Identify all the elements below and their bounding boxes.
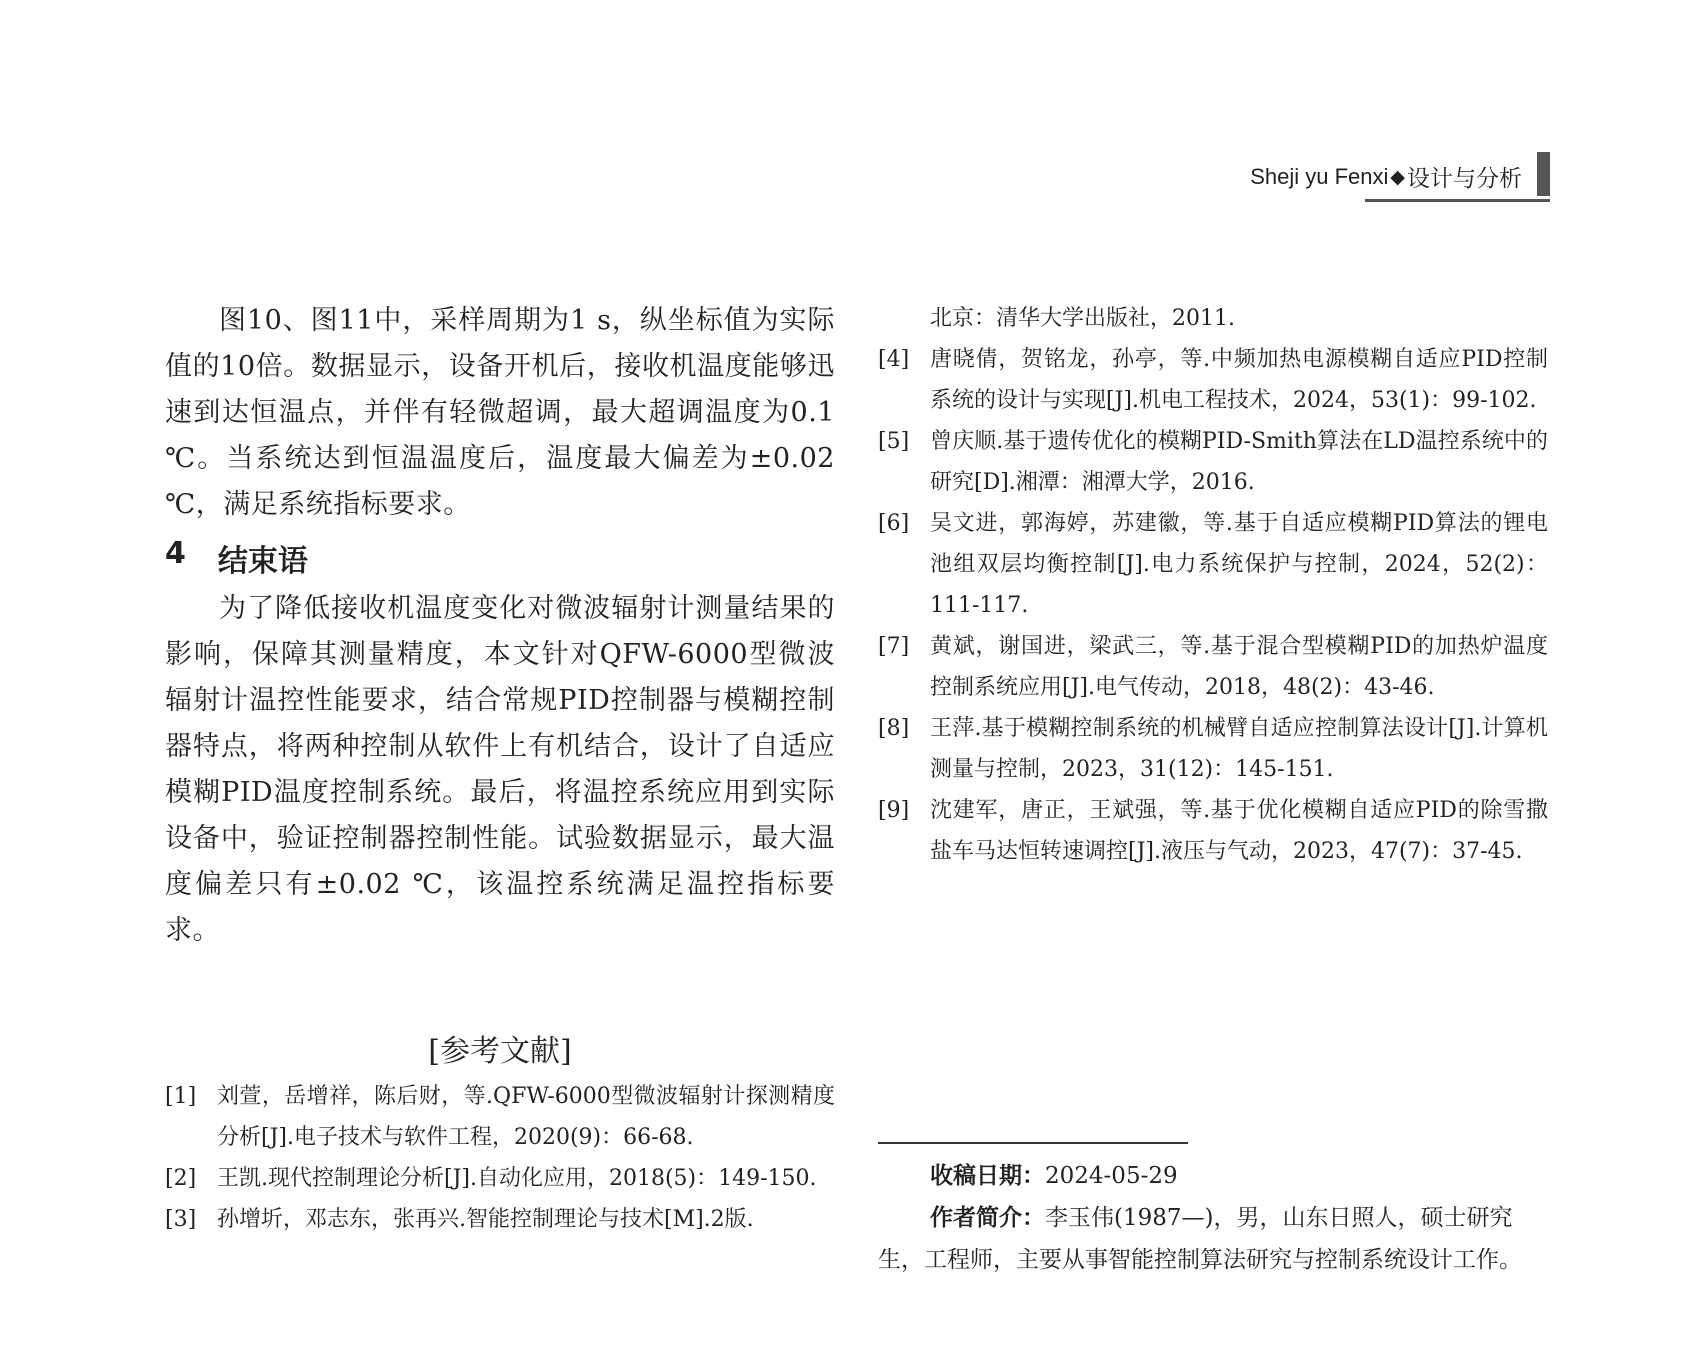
reference-item — [878, 790, 1548, 872]
section-title: 结束语 — [217, 544, 308, 579]
reference-text: 刘萱，岳增祥，陈后财，等.QFW-6000型微波辐射计探测精度分析[J].电子技术与软件工程，2020(9)：66-68. — [217, 1084, 835, 1150]
author-bio-text: 李玉伟(1987—)，男，山东日照人，硕士研究生，工程师，主要从事智能控制算法研究与控制系统设计工作。 — [878, 1205, 1522, 1273]
references-heading: [参考文献] — [428, 1034, 572, 1069]
reference-number: [7] — [878, 634, 910, 659]
right-column — [878, 298, 1548, 872]
reference-item — [165, 1158, 835, 1199]
reference-continuation: 北京：清华大学出版社，2011. — [930, 306, 1235, 331]
reference-text: 孙增圻，邓志东，张再兴.智能控制理论与技术[M].2版. — [217, 1207, 754, 1232]
reference-text: 唐晓倩，贺铭龙，孙亭，等.中频加热电源模糊自适应PID控制系统的设计与实现[J].机电工程技术，2024，53(1)：99-102. — [930, 347, 1548, 413]
reference-number: [3] — [165, 1207, 197, 1232]
reference-item — [878, 708, 1548, 790]
received-date-line — [878, 1155, 1548, 1197]
running-header — [1190, 152, 1550, 202]
reference-item — [878, 503, 1548, 626]
header-underline — [1365, 199, 1550, 202]
footnote-divider — [878, 1142, 1188, 1144]
reference-item — [878, 626, 1548, 708]
header-pinyin: Sheji yu Fenxi — [1250, 163, 1389, 189]
author-bio-line — [878, 1197, 1548, 1281]
reference-number: [9] — [878, 798, 910, 823]
reference-text: 王凯.现代控制理论分析[J].自动化应用，2018(5)：149-150. — [217, 1166, 817, 1191]
reference-text: 吴文进，郭海婷，苏建徽，等.基于自适应模糊PID算法的锂电池组双层均衡控制[J].电力系统保护与控制，2024，52(2)：111-117. — [930, 511, 1548, 618]
reference-number: [8] — [878, 716, 910, 741]
header-section-title: 设计与分析 — [1407, 166, 1522, 192]
body-paragraph-2: 为了降低接收机温度变化对微波辐射计测量结果的影响，保障其测量精度，本文针对QFW-6000型微波辐射计温控性能要求，结合常规PID控制器与模糊控制器特点，将两种控制从软件上有机结合，设计了自适应模糊PID温度控制系统。最后，将温控系统应用到实际设备中，验证控制器控制性能。试验数据显示，最大温度偏差只有±0.02 ℃，该温控系统满足温控指标要求。 — [165, 593, 835, 946]
reference-text: 沈建军，唐正，王斌强，等.基于优化模糊自适应PID的除雪撒盐车马达恒转速调控[J].液压与气动，2023，47(7)：37-45. — [930, 798, 1548, 864]
reference-number: [2] — [165, 1166, 197, 1191]
diamond-icon: ◆ — [1390, 165, 1405, 188]
running-header-text — [1250, 160, 1522, 193]
reference-number: [5] — [878, 429, 910, 454]
left-column — [165, 298, 835, 1240]
reference-text: 王萍.基于模糊控制系统的机械臂自适应控制算法设计[J].计算机测量与控制，2023，31(12)：145-151. — [930, 716, 1548, 782]
reference-item — [878, 421, 1548, 503]
section-heading — [165, 536, 835, 580]
received-date-label: 收稿日期： — [930, 1163, 1045, 1189]
section-number: 4 — [165, 536, 186, 571]
received-date-value: 2024-05-29 — [1045, 1163, 1178, 1189]
reference-item — [165, 1199, 835, 1240]
header-side-bar — [1537, 152, 1550, 196]
footnote — [878, 1155, 1548, 1281]
reference-text: 黄斌，谢国进，梁武三，等.基于混合型模糊PID的加热炉温度控制系统应用[J].电气传动，2018，48(2)：43-46. — [930, 634, 1548, 700]
reference-item — [878, 339, 1548, 421]
reference-item — [165, 1076, 835, 1158]
author-bio-label: 作者简介： — [930, 1205, 1045, 1231]
reference-number: [4] — [878, 347, 910, 372]
reference-number: [1] — [165, 1084, 197, 1109]
reference-text: 曾庆顺.基于遗传优化的模糊PID-Smith算法在LD温控系统中的研究[D].湘潭：湘潭大学，2016. — [930, 429, 1548, 495]
reference-number: [6] — [878, 511, 910, 536]
body-paragraph-1: 图10、图11中，采样周期为1 s，纵坐标值为实际值的10倍。数据显示，设备开机后，接收机温度能够迅速到达恒温点，并伴有轻微超调，最大超调温度为0.1 ℃。当系统达到恒温温度后，温度最大偏差为±0.02 ℃，满足系统指标要求。 — [165, 305, 835, 520]
